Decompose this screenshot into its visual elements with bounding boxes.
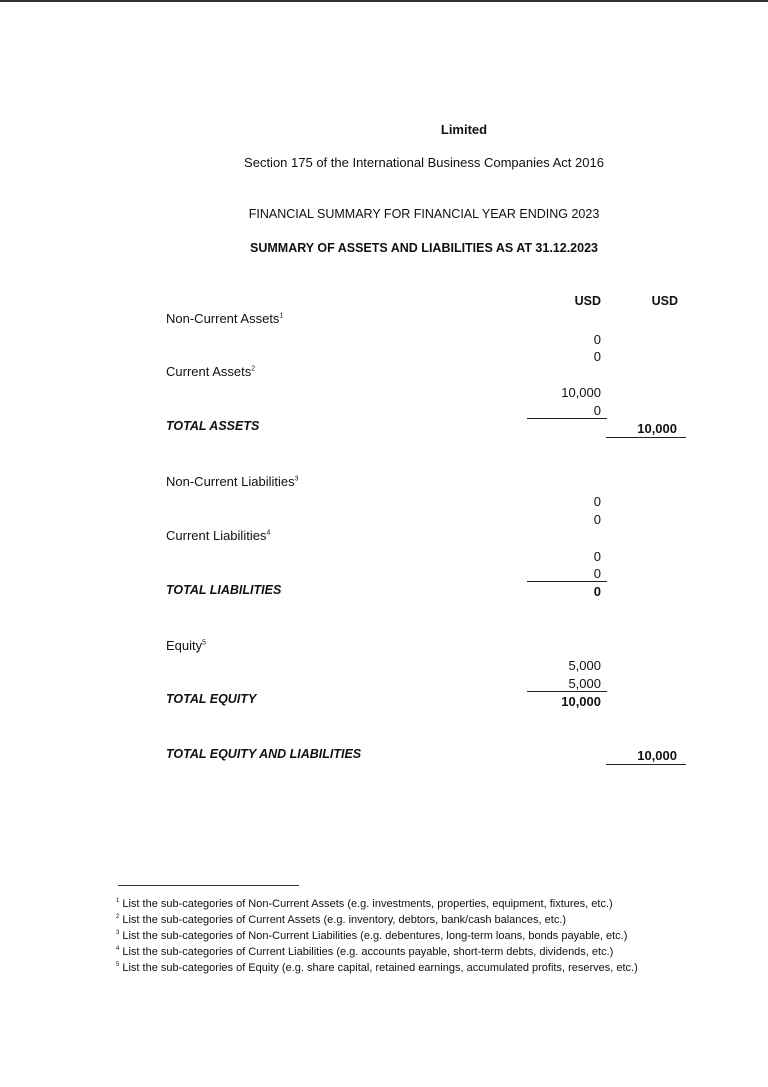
financial-summary-title: FINANCIAL SUMMARY FOR FINANCIAL YEAR ENDING 2023: [248, 207, 600, 221]
scan-top-edge: [0, 0, 768, 2]
non-current-liabilities-label: Non-Current Liabilities$^3$: [166, 474, 299, 489]
total-equity-liabilities-label: TOTAL EQUITY AND LIABILITIES: [166, 747, 362, 761]
footnote-5: $^5$ List the sub-categories of Equity (e.g. share capital, retained earnings, accumulated profits, reserves, etc.): [116, 962, 638, 974]
summary-title: SUMMARY OF ASSETS AND LIABILITIES AS AT 31.12.2023: [250, 241, 598, 255]
company-name: Limited: [440, 122, 488, 137]
current-assets-label: Current Assets$^2$: [166, 364, 256, 379]
equity-value-2: 5,000: [568, 676, 601, 691]
total-liabilities-value: 0: [593, 584, 601, 599]
footnote-3: $^3$ List the sub-categories of Non-Current Liabilities (e.g. debentures, long-term loans, bonds payable, etc.): [116, 930, 628, 942]
current-liabilities-value-1: 0: [593, 549, 601, 564]
column-heading-1: USD: [574, 294, 601, 308]
total-equity-liabilities-value: 10,000: [637, 748, 677, 763]
total-assets-label: TOTAL ASSETS: [166, 419, 260, 433]
non-current-liabilities-value-2: 0: [593, 512, 601, 527]
footnote-separator: [118, 885, 299, 886]
footnote-1: $^1$ List the sub-categories of Non-Current Assets (e.g. investments, properties, equipment, fixtures, etc.): [116, 898, 613, 910]
total-rule: [606, 764, 686, 765]
total-assets-value: 10,000: [637, 421, 677, 436]
equity-label: Equity$^5$: [166, 638, 207, 653]
subtotal-rule: [527, 581, 607, 582]
equity-value-1: 5,000: [568, 658, 601, 673]
current-liabilities-value-2: 0: [593, 566, 601, 581]
subtotal-rule: [527, 418, 607, 419]
non-current-assets-value-1: 0: [593, 332, 601, 347]
footnotes: [116, 896, 638, 976]
total-liabilities-label: TOTAL LIABILITIES: [166, 583, 282, 597]
current-liabilities-label: Current Liabilities$^4$: [166, 528, 271, 543]
column-heading-2: USD: [651, 294, 678, 308]
footnote-4: $^4$ List the sub-categories of Current Liabilities (e.g. accounts payable, short-term debts, dividends, etc.): [116, 946, 614, 958]
non-current-assets-value-2: 0: [593, 349, 601, 364]
footnote-2: $^2$ List the sub-categories of Current Assets (e.g. inventory, debtors, bank/cash balances, etc.): [116, 914, 567, 926]
non-current-liabilities-value-1: 0: [593, 494, 601, 509]
total-equity-label: TOTAL EQUITY: [166, 692, 257, 706]
subtotal-rule: [527, 691, 607, 692]
act-reference: Section 175 of the International Business Companies Act 2016: [244, 155, 604, 170]
total-equity-value: 10,000: [561, 694, 601, 709]
non-current-assets-label: Non-Current Assets$^1$: [166, 311, 284, 326]
current-assets-value-1: 10,000: [561, 385, 601, 400]
total-rule: [606, 437, 686, 438]
current-assets-value-2: 0: [593, 403, 601, 418]
